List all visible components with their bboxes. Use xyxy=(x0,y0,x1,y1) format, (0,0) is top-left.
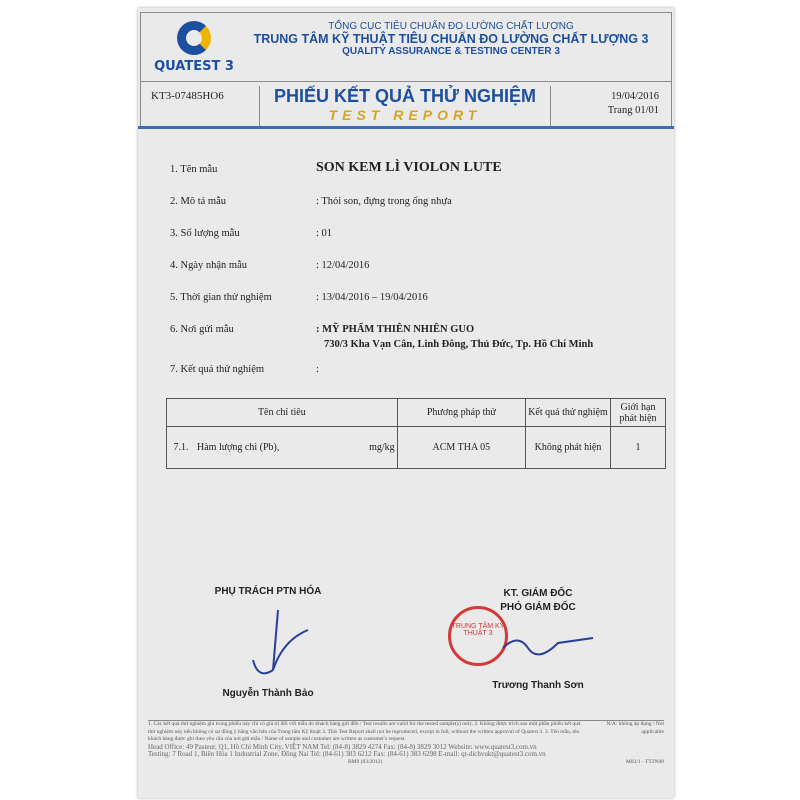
testing-address: Testing: 7 Road 1, Biên Hòa 1 Industrial Zone, Đồng Nai Tel: (84-61) 383 6212 Fax: (84-61) 383 6298 E-mail: qt-dichvukt@quatest3.com.vn xyxy=(148,750,546,758)
row-number: 7.1. xyxy=(167,427,196,469)
test-report-document xyxy=(138,8,674,798)
table-row xyxy=(167,427,666,469)
logo-text: QUATEST 3 xyxy=(154,59,234,74)
quatest-logo xyxy=(149,21,239,74)
title-en: TEST REPORT xyxy=(328,107,482,123)
left-signatory-name: Nguyễn Thành Bảo xyxy=(222,688,314,699)
right-signatory-subtitle: PHÓ GIÁM ĐỐC xyxy=(500,602,576,613)
results-table xyxy=(166,398,666,469)
organization-name xyxy=(241,21,661,57)
result: Không phát hiện xyxy=(526,427,611,469)
divider xyxy=(138,126,674,129)
field-label: 1. Tên mẫu xyxy=(170,164,218,175)
report-title xyxy=(259,86,551,128)
customer-name: : MỸ PHẨM THIÊN NHIÊN GUO xyxy=(316,324,475,335)
unit: mg/kg xyxy=(345,427,397,469)
report-footer xyxy=(148,720,664,766)
field-value: : Thỏi son, đựng trong ống nhựa xyxy=(316,196,452,207)
field-label: 5. Thời gian thử nghiệm xyxy=(170,292,272,303)
field-label: 2. Mô tả mẫu xyxy=(170,196,226,207)
sample-name: SON KEM LÌ VIOLON LUTE xyxy=(316,160,502,175)
signature-right xyxy=(498,628,598,668)
org-line-1: TỔNG CỤC TIÊU CHUẨN ĐO LƯỜNG CHẤT LƯỢNG xyxy=(328,21,574,32)
field-value: : 12/04/2016 xyxy=(316,260,370,271)
report-code: KT3-07485HO6 xyxy=(151,90,224,102)
field-value: : 13/04/2016 – 19/04/2016 xyxy=(316,292,428,303)
col-header: Tên chỉ tiêu xyxy=(167,399,398,427)
title-vn: PHIẾU KẾT QUẢ THỬ NGHIỆM xyxy=(274,86,536,106)
field-value: : xyxy=(316,364,319,375)
field-value: : 01 xyxy=(316,228,333,239)
official-stamp: TRUNG TÂM KỸ THUẬT 3 xyxy=(448,606,508,666)
signature-left xyxy=(248,600,318,690)
parameter-name: Hàm lượng chì (Pb), xyxy=(195,427,345,469)
customer-address: 730/3 Kha Vạn Cân, Linh Đông, Thủ Đức, Tp. Hồ Chí Minh xyxy=(324,339,594,350)
field-label: 4. Ngày nhận mẫu xyxy=(170,260,247,271)
method: ACM THA 05 xyxy=(397,427,525,469)
form-code: BM9 (03/2012) xyxy=(348,758,383,765)
org-line-2: TRUNG TÂM KỸ THUẬT TIÊU CHUẨN ĐO LƯỜNG CHẤT LƯỢNG 3 xyxy=(253,32,649,46)
footer-notes: 1. Các kết quả thử nghiệm ghi trong phiếu này chỉ có giá trị đối với mẫu do khách hàng gửi đến / Test results are valid for the tested sample(s) only. 2. Không được trích sao một phần phiếu kết quả thử nghiệm này nếu không có sự đồng ý bằng văn bản của Trung tâm Kỹ thuật 3. This Test Report shall not be reproduced, except in full, without the written approval of Quatest 3. 3. Tên mẫu, tên khách hàng được ghi theo yêu cầu của nơi gửi mẫu / Name of sample and customer are written as customer's request. xyxy=(148,721,581,742)
right-signatory-name: Trương Thanh Sơn xyxy=(492,680,584,691)
left-signatory-title: PHỤ TRÁCH PTN HÓA xyxy=(214,586,322,597)
org-line-3: QUALITY ASSURANCE & TESTING CENTER 3 xyxy=(342,46,560,57)
field-label: 7. Kết quả thử nghiệm xyxy=(170,364,265,375)
detection-limit: 1 xyxy=(611,427,666,469)
col-header: Giới hạn phát hiện xyxy=(611,399,666,427)
col-header: Kết quả thử nghiệm xyxy=(526,399,611,427)
report-header xyxy=(140,12,672,129)
field-label: 6. Nơi gửi mẫu xyxy=(170,324,234,335)
form-number: M03/1 - TT2N08 xyxy=(625,758,664,765)
na-note: N/A: không áp dụng / Not applicable xyxy=(606,721,664,735)
report-date xyxy=(608,90,659,118)
page-number: Trang 01/01 xyxy=(607,105,659,116)
right-signatory-title: KT. GIÁM ĐỐC xyxy=(503,588,573,599)
field-label: 3. Số lượng mẫu xyxy=(170,228,240,239)
col-header: Phương pháp thử xyxy=(397,399,525,427)
date: 19/04/2016 xyxy=(611,91,659,102)
head-office: Head Office: 49 Pasteur, Q1, Hồ Chí Minh City, VIỆT NAM Tel: (84-8) 3829 4274 Fax: (84-8) 3829 3012 Website: www.quatest3.com.vn xyxy=(148,742,537,751)
